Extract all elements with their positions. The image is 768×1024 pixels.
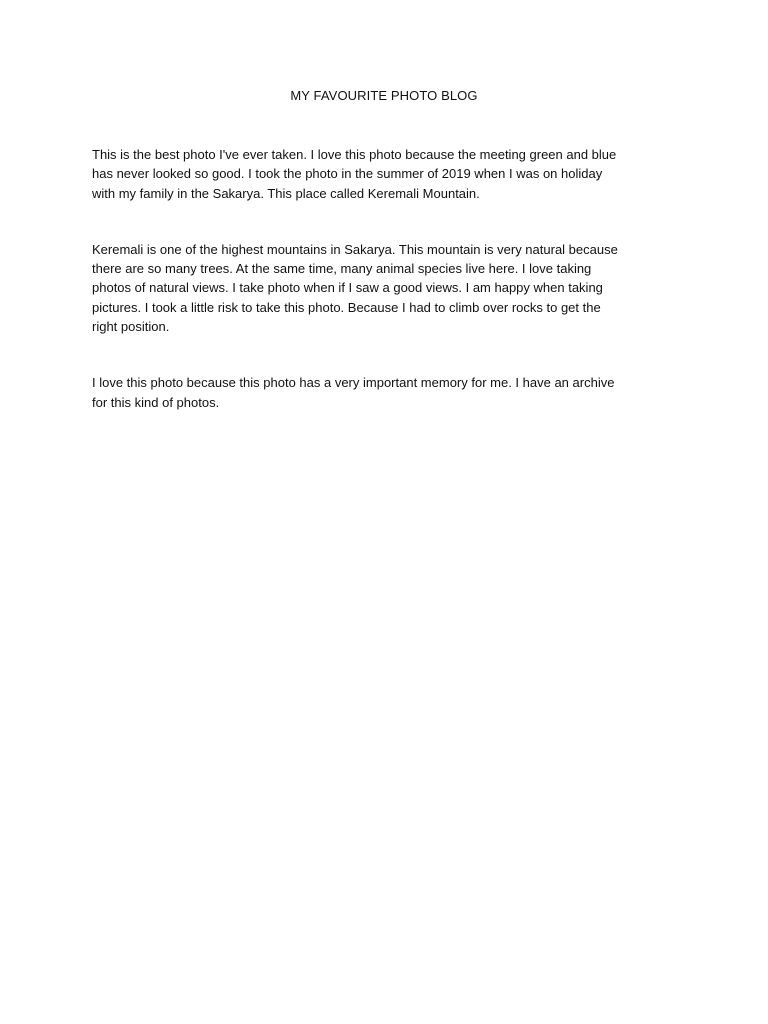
- document-body: [92, 145, 672, 449]
- paragraph-line: right position.: [92, 319, 170, 335]
- paragraph-line: has never looked so good. I took the photo in the summer of 2019 when I was on holiday: [92, 166, 603, 182]
- paragraph-line: with my family in the Sakarya. This place called Keremali Mountain.: [92, 185, 480, 201]
- paragraph-1: [92, 145, 672, 203]
- paragraph-line: for this kind of photos.: [92, 394, 220, 410]
- paragraph-3: [92, 373, 672, 412]
- paragraph-2: [92, 240, 672, 336]
- paragraph-line: photos of natural views. I take photo when if I saw a good views. I am happy when taking: [92, 280, 603, 296]
- paragraph-line: pictures. I took a little risk to take this photo. Because I had to climb over rocks to get the: [92, 299, 601, 315]
- paragraph-line: there are so many trees. At the same time, many animal species live here. I love taking: [92, 261, 592, 277]
- document-title: MY FAVOURITE PHOTO BLOG: [290, 88, 478, 103]
- paragraph-line: Keremali is one of the highest mountains in Sakarya. This mountain is very natural because: [92, 241, 618, 257]
- paragraph-line: This is the best photo I've ever taken. I love this photo because the meeting green and blue: [92, 147, 617, 162]
- paragraph-line: I love this photo because this photo has a very important memory for me. I have an archive: [92, 375, 615, 391]
